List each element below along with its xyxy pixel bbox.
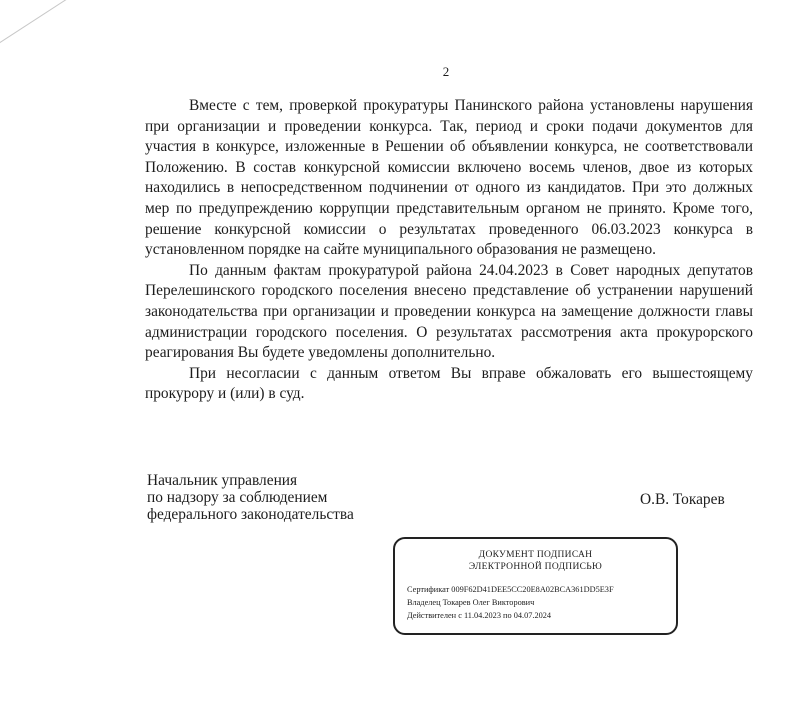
scan-fold-line bbox=[0, 0, 140, 56]
electronic-signature-stamp bbox=[393, 537, 678, 635]
paragraph-appeal: При несогласии с данным ответом Вы вправе обжаловать его вышестоящему прокурору и (или) в суд. bbox=[145, 364, 753, 403]
stamp-details bbox=[407, 583, 676, 622]
page-number: 2 bbox=[442, 64, 450, 79]
stamp-title-line: ЭЛЕКТРОННОЙ ПОДПИСЬЮ bbox=[468, 562, 603, 572]
paragraph-measures: По данным фактам прокуратурой района 24.04.2023 в Совет народных депутатов Перелешинского городского поселения внесено представление об устранении нарушений законодательства при организации и проведении конкурса на замещение должности главы администрации городского поселения. О результатах рассмотрения акта прокурорского реагирования Вы будете уведомлены дополнительно. bbox=[145, 261, 753, 362]
stamp-owner: Владелец Токарев Олег Викторович bbox=[407, 598, 535, 607]
paragraph-violations: Вместе с тем, проверкой прокуратуры Панинского района установлены нарушения при организации и проведении конкурса. Так, период и сроки подачи документов для участия в конкурсе, изложенные в Решении об объявлении конкурса, не соответствовали Положению. В состав конкурсной комиссии включено восемь членов, двое из которых находились в непосредственном подчинении от одного из кандидатов. При это должных мер по предупреждению коррупции представительным органом не принято. Кроме того, решение конкурсной комиссии о результатах проведенного 06.03.2023 конкурса в установленном порядке на сайте муниципального образования не размещено. bbox=[145, 97, 753, 259]
signatory-title bbox=[147, 472, 447, 523]
stamp-certificate: Сертификат 009F62D41DEE5CC20E8A02BCA361DD5E3F bbox=[407, 585, 614, 594]
stamp-title bbox=[395, 549, 676, 573]
signatory-title-line: Начальник управления bbox=[147, 472, 298, 489]
signatory-title-line: федерального законодательства bbox=[147, 506, 354, 523]
signatory-title-line: по надзору за соблюдением bbox=[147, 489, 328, 506]
stamp-validity: Действителен с 11.04.2023 по 04.07.2024 bbox=[407, 611, 552, 620]
signatory-name: О.В. Токарев bbox=[640, 491, 725, 508]
letter-body bbox=[145, 96, 753, 405]
stamp-title-line: ДОКУМЕНТ ПОДПИСАН bbox=[478, 550, 593, 560]
